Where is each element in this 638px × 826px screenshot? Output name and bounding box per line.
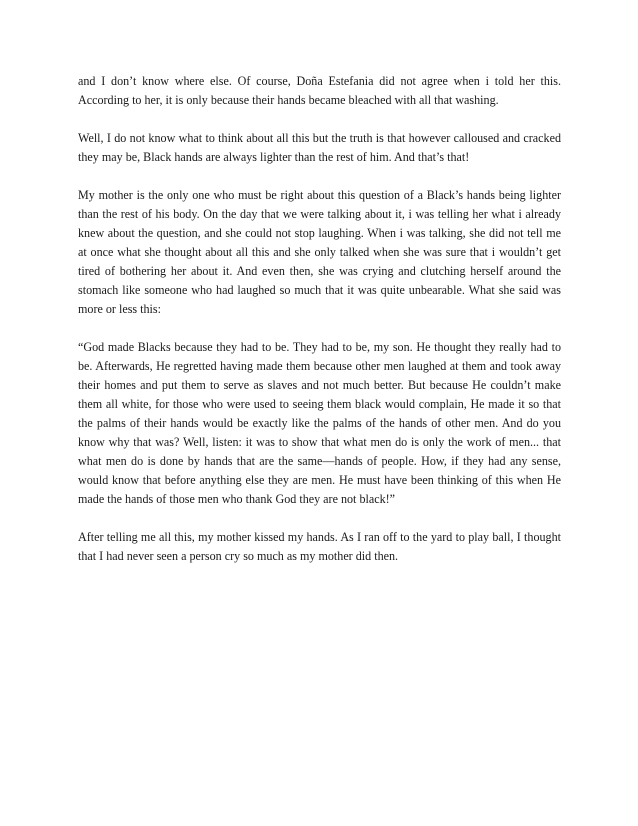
body-text bbox=[78, 72, 561, 585]
paragraph-2: Well, I do not know what to think about all this but the truth is that however calloused and cracked they may be, Black hands are always lighter than the rest of him. And that’s that! bbox=[78, 131, 561, 164]
paragraph-3: My mother is the only one who must be right about this question of a Black’s hands being lighter than the rest of his body. On the day that we were talking about it, i was telling her what i already knew about the question, and she could not stop laughing. When i was talking, she did not tell me at once what she thought about all this and she only talked when she was sure that i wouldn’t get tired of bothering her about it. And even then, she was crying and clutching herself around the stomach like someone who had laughed so much that it was quite unbearable. What she said was more or less this: bbox=[78, 188, 561, 316]
paragraph-4: “God made Blacks because they had to be. They had to be, my son. He thought they really had to be. Afterwards, He regretted having made them because other men laughed at them and took away their homes and put them to serve as slaves and not much better. But because He couldn’t make them all white, for those who were used to seeing them black would complain, He made it so that the palms of their hands would be exactly like the palms of the hands of other men. And do you know why that was? Well, listen: it was to show that what men do is only the work of men... that what men do is done by hands that are the same—hands of people. How, if they had any sense, would know that before anything else they are men. He must have been thinking of this when He made the hands of those men who thank God they are not black!” bbox=[78, 340, 561, 506]
paragraph-5: After telling me all this, my mother kissed my hands. As I ran off to the yard to play ball, I thought that I had never seen a person cry so much as my mother did then. bbox=[78, 530, 561, 563]
paragraph-1: and I don’t know where else. Of course, Doña Estefania did not agree when i told her this. According to her, it is only because their hands became bleached with all that washing. bbox=[78, 74, 561, 107]
